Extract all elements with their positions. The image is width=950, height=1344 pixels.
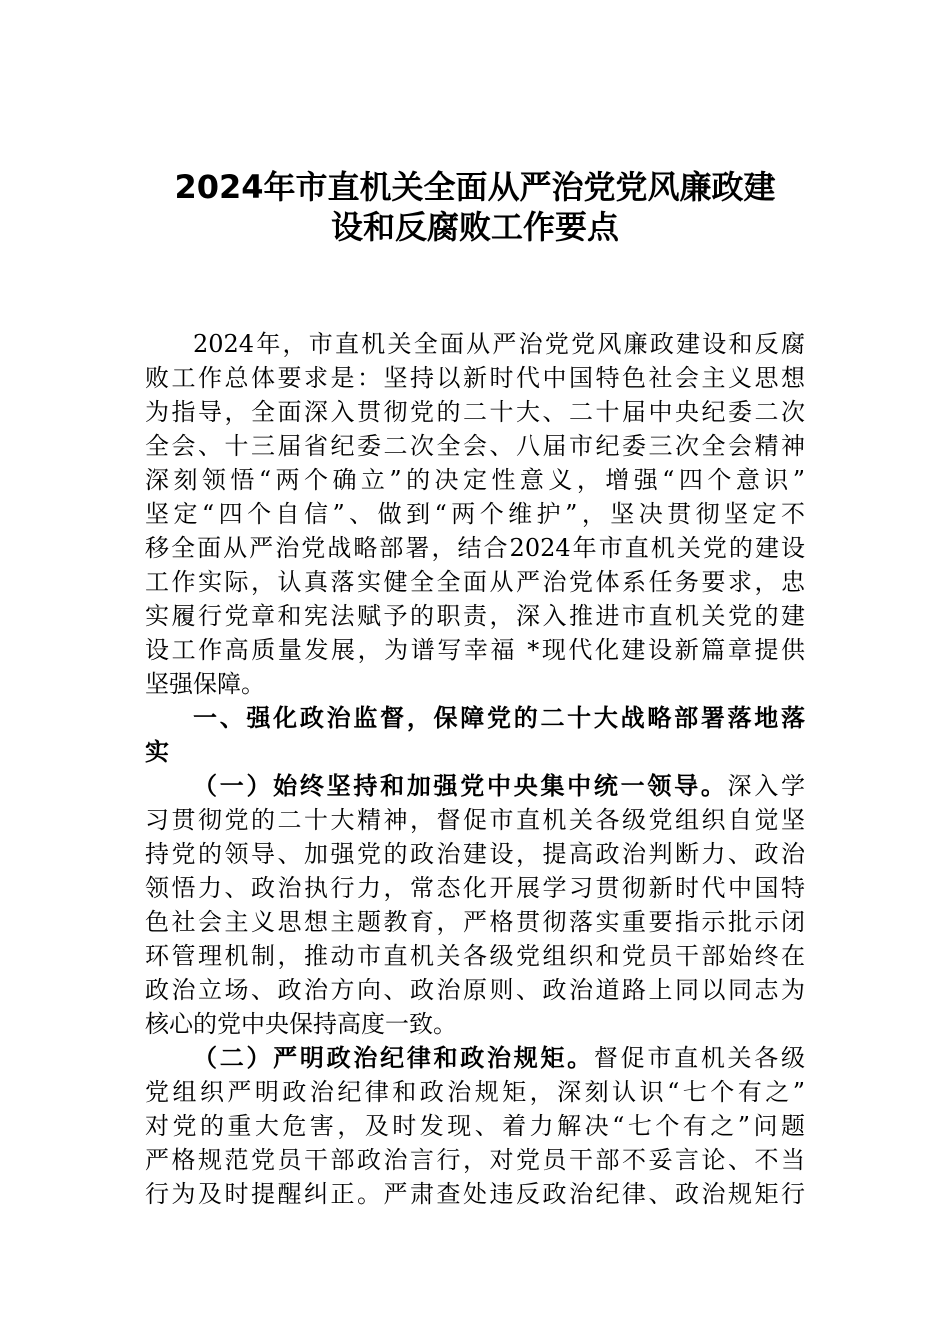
document-title-line-2: 设和反腐败工作要点: [330, 208, 619, 246]
item-line: 严格规范党员干部政治言行，对党员干部不妥言论、不当: [145, 1146, 805, 1174]
paragraph-line: 设工作高质量发展，为谱写幸福 *现代化建设新篇章提供: [145, 636, 805, 664]
item-line: （二）严明政治纪律和政治规矩。督促市直机关各级: [193, 1044, 806, 1072]
item-lead: （一）始终坚持和加强党中央集中统一领导。: [193, 772, 728, 800]
item-line: 色社会主义思想主题教育，严格贯彻落实重要指示批示闭: [145, 908, 805, 936]
paragraph-line: 工作实际，认真落实健全全面从严治党体系任务要求，忠: [145, 568, 805, 596]
paragraph-line: 坚定“四个自信”、做到“两个维护”，坚决贯彻坚定不: [145, 500, 805, 528]
item-line: 政治立场、政治方向、政治原则、政治道路上同以同志为: [145, 976, 805, 1004]
item-line: 持党的领导、加强党的政治建设，提高政治判断力、政治: [145, 840, 805, 868]
document-body: [145, 327, 805, 1211]
paragraph-line: 移全面从严治党战略部署，结合2024年市直机关党的建设: [145, 534, 805, 562]
item-line: 党组织严明政治纪律和政治规矩，深刻认识“七个有之”: [145, 1078, 805, 1106]
item-line: （一）始终坚持和加强党中央集中统一领导。深入学: [193, 772, 806, 800]
paragraph-line: 为指导，全面深入贯彻党的二十大、二十届中央纪委二次: [145, 398, 805, 426]
item-line: 环管理机制，推动市直机关各级党组织和党员干部始终在: [145, 942, 805, 970]
item-line: 行为及时提醒纠正。严肃查处违反政治纪律、政治规矩行: [145, 1180, 805, 1208]
paragraph-line: 坚强保障。: [145, 670, 265, 698]
item-line: 习贯彻党的二十大精神，督促市直机关各级党组织自觉坚: [145, 806, 805, 834]
item-line: 对党的重大危害，及时发现、着力解决“七个有之”问题: [145, 1112, 805, 1140]
paragraph-line: 全会、十三届省纪委二次全会、八届市纪委三次全会精神: [145, 432, 805, 460]
item-lead: （二）严明政治纪律和政治规矩。: [193, 1044, 594, 1072]
paragraph-line: 深刻领悟“两个确立”的决定性意义，增强“四个意识”: [145, 466, 805, 494]
paragraph-line: 2024年，市直机关全面从严治党党风廉政建设和反腐: [193, 330, 805, 358]
section-heading: 一、强化政治监督，保障党的二十大战略部署落地落: [193, 704, 805, 732]
document-title-line-1: 2024年市直机关全面从严治党党风廉政建: [174, 168, 776, 206]
paragraph-line: 实履行党章和宪法赋予的职责，深入推进市直机关党的建: [145, 602, 805, 630]
paragraph-line: 败工作总体要求是：坚持以新时代中国特色社会主义思想: [145, 364, 805, 392]
section-heading: 实: [145, 738, 169, 766]
item-line: 核心的党中央保持高度一致。: [145, 1010, 457, 1038]
item-line: 领悟力、政治执行力，常态化开展学习贯彻新时代中国特: [145, 874, 805, 902]
